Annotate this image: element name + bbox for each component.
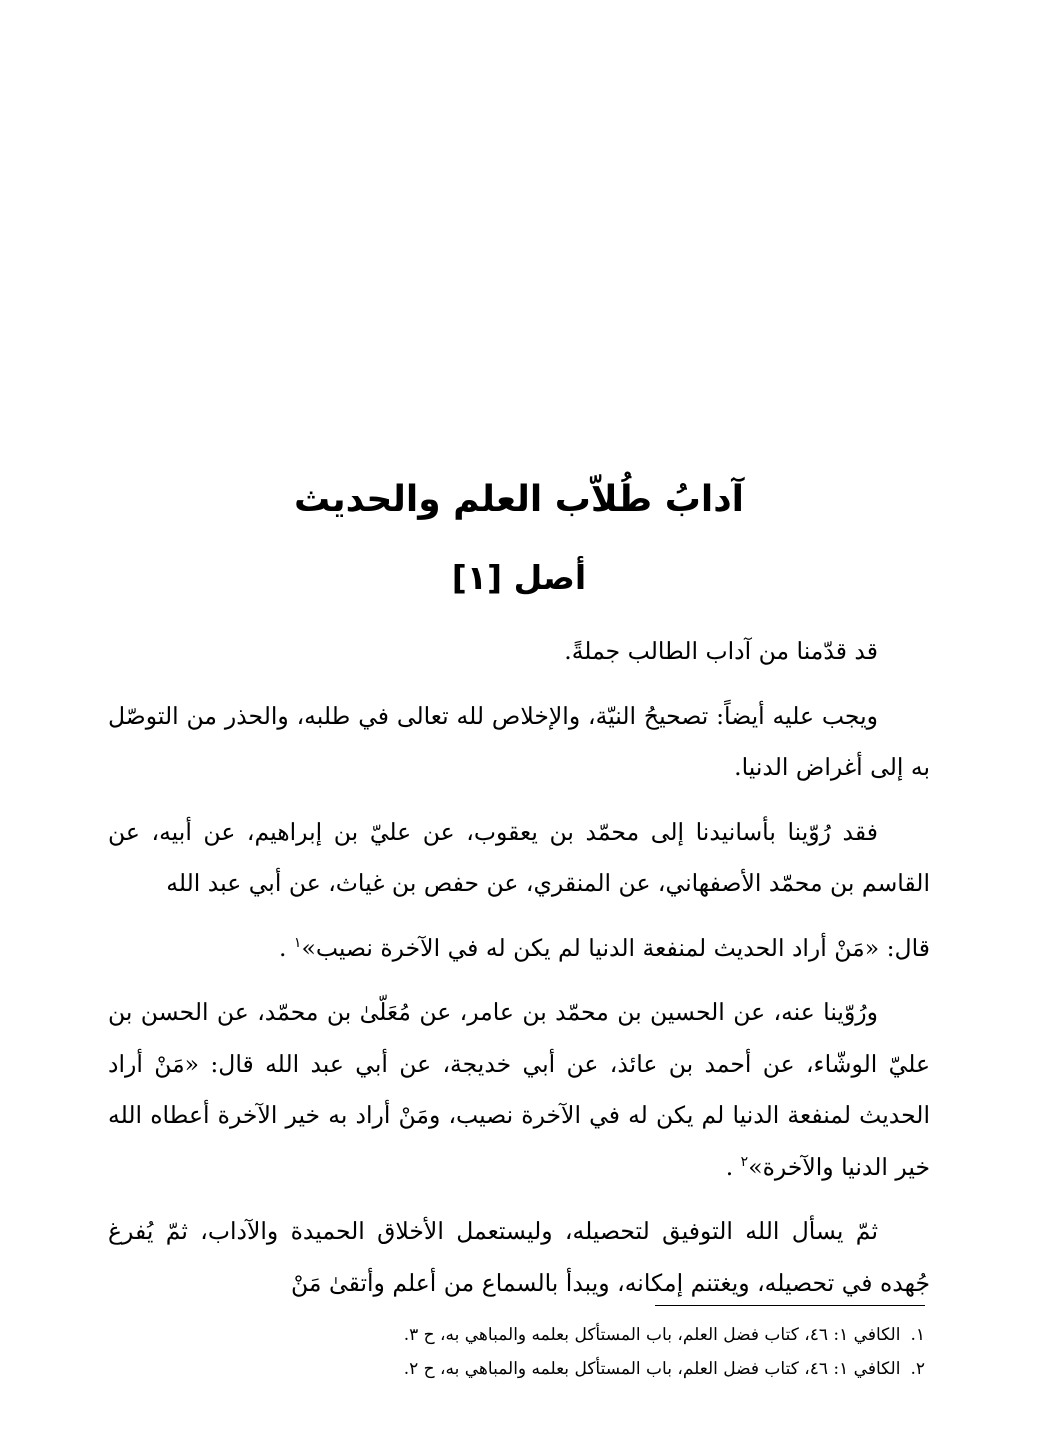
paragraph-5: ثمّ يسأل الله التوفيق لتحصيله، وليستعمل الأخلاق الحميدة والآداب، ثمّ يُفرغ جُهده في تحصيله، ويغتنم إمكانه، ويبدأ بالسماع من أعلم وأتقىٰ مَنْ bbox=[108, 1217, 930, 1297]
page-title: آدابُ طُلاّب العلم والحديث bbox=[293, 479, 745, 520]
footnote-1 bbox=[300, 1318, 925, 1352]
footnote-ref-2[interactable]: ٢ bbox=[740, 1153, 749, 1170]
paragraph-2: ويجب عليه أيضاً: تصحيحُ النيّة، والإخلاص لله تعالى في طلبه، والحذر من التوصّل به إلى أغراض الدنيا. bbox=[108, 701, 930, 781]
paragraph-1: قد قدّمنا من آداب الطالب جملةً. bbox=[564, 637, 878, 665]
paragraph-3-quote: قال: «مَنْ أراد الحديث لمنفعة الدنيا لم يكن له في الآخرة نصيب»$^١$ . bbox=[278, 933, 930, 962]
footnote-2 bbox=[300, 1352, 925, 1386]
footnote-text: الكافي ١: ٤٦، كتاب فضل العلم، باب المستأكل بعلمه والمباهي به، ح ٣. bbox=[403, 1325, 901, 1345]
footnotes bbox=[300, 1318, 925, 1386]
footnote-text: الكافي ١: ٤٦، كتاب فضل العلم، باب المستأكل بعلمه والمباهي به، ح ٢. bbox=[403, 1359, 901, 1379]
paragraph-4: ورُوّينا عنه، عن الحسين بن محمّد بن عامر، عن مُعَلّىٰ بن محمّد، عن الحسن بن عليّ الوشّاء، عن أحمد بن عائذ، عن أبي خديجة، عن أبي عبد الله قال: «مَنْ أراد الحديث لمنفعة الدنيا لم يكن له في الآخرة نصيب، ومَنْ أراد به خير الآخرة أعطاه الله خير الدنيا والآخرة»$^٢$ . bbox=[108, 998, 930, 1181]
paragraph-4-text: ورُوّينا عنه، عن الحسين بن محمّد بن عامر، عن مُعَلّىٰ بن محمّد، عن الحسن بن عليّ الوشّاء، عن أحمد بن عائذ، عن أبي خديجة، عن أبي عبد الله قال: «مَنْ أراد الحديث لمنفعة الدنيا لم يكن له في الآخرة نصيب، ومَنْ أراد به خير الآخرة أعطاه الله خير الدنيا والآخرة» bbox=[108, 998, 930, 1181]
quote-text: قال: «مَنْ أراد الحديث لمنفعة الدنيا لم يكن له في الآخرة نصيب» bbox=[301, 933, 930, 962]
paragraph-3 bbox=[108, 807, 930, 910]
footnote-number: ١. bbox=[910, 1325, 925, 1345]
footnote-ref-1[interactable]: ١ bbox=[293, 934, 302, 951]
body-text bbox=[108, 626, 930, 1322]
footnote-number: ٢. bbox=[910, 1359, 925, 1379]
section-heading: أصل [١] bbox=[451, 558, 587, 597]
paragraph-3-text: فقد رُوّينا بأسانيدنا إلى محمّد بن يعقوب، عن عليّ بن إبراهيم، عن أبيه، عن القاسم بن محمّد الأصفهاني، عن المنقري، عن حفص بن غياث، عن أبي عبد الله bbox=[108, 817, 930, 897]
footnote-divider bbox=[655, 1305, 925, 1306]
